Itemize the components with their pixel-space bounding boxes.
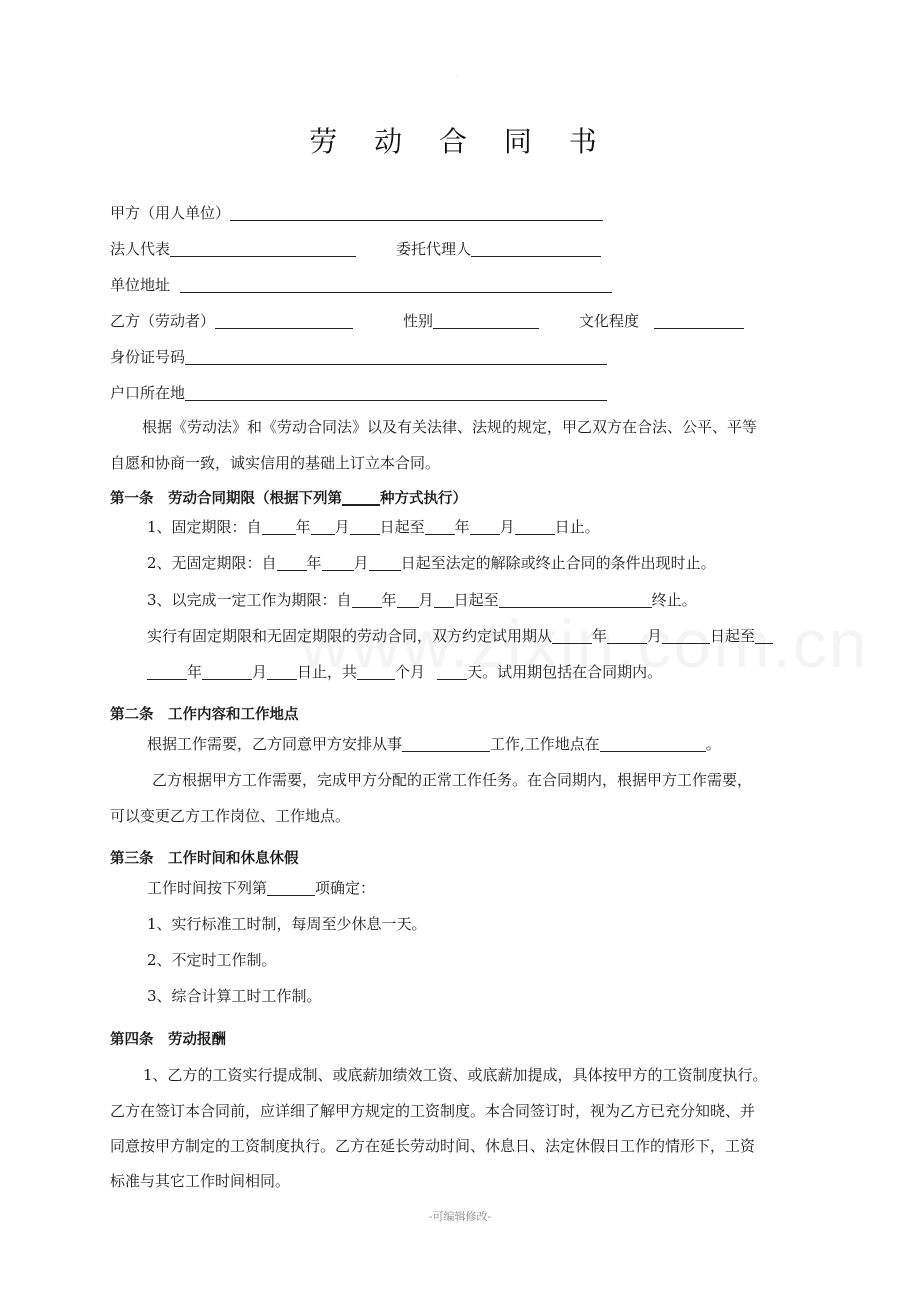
text: 日止。 (554, 518, 600, 536)
text: 月 (252, 663, 268, 681)
text: 日起至法定的解除或终止合同的条件出现时止。 (400, 554, 716, 572)
legal-rep-row (110, 239, 601, 259)
text: 项确定： (315, 879, 376, 897)
legal-rep-blank[interactable] (170, 240, 356, 257)
article-1-item-1 (147, 517, 600, 537)
blank[interactable] (755, 627, 773, 644)
address-label: 单位地址 (110, 276, 171, 294)
blank[interactable] (262, 518, 296, 535)
text: 年 (306, 554, 322, 572)
article-1-trial-line-2 (147, 662, 662, 682)
text: 月 (499, 518, 515, 536)
article-2-p1 (147, 734, 721, 754)
blank[interactable] (267, 663, 297, 680)
blank[interactable] (357, 663, 395, 680)
article-1-trial-line-1 (147, 626, 773, 646)
article-1-heading-a: 第一条 劳动合同期限（根据下列第 (110, 491, 342, 507)
article-1-heading-b: 种方式执行） (380, 491, 467, 507)
education-label: 文化程度 (579, 312, 640, 330)
article-3-item-2: 2、不定时工作制。 (147, 951, 277, 969)
party-a-label: 甲方（用人单位） (110, 204, 231, 222)
location-blank[interactable] (600, 735, 706, 752)
text: 日起至 (453, 591, 499, 609)
party-a-blank[interactable] (230, 204, 603, 221)
text: 月 (647, 627, 663, 645)
article-1-item-3 (147, 590, 697, 610)
document-title: 劳 动 合 同 书 (309, 125, 611, 158)
article-2-p2-line-2: 可以变更乙方工作岗位、工作地点。 (110, 807, 351, 825)
id-blank[interactable] (185, 348, 607, 365)
article-3-p1 (147, 878, 375, 898)
text: 年 (592, 627, 608, 645)
legal-rep-label: 法人代表 (110, 240, 171, 258)
residence-label: 户口所在地 (110, 384, 186, 402)
blank[interactable] (607, 627, 647, 644)
text: 年 (454, 518, 470, 536)
blank[interactable] (470, 518, 500, 535)
text: 实行有固定期限和无固定期限的劳动合同，双方约定试用期从 (147, 627, 553, 645)
text: 个月 (395, 663, 426, 681)
article-4-line-3: 同意按甲方制定的工资制度执行。乙方在延长劳动时间、休息日、法定休假日工作的情形下，工资 (110, 1137, 756, 1155)
blank[interactable] (499, 591, 652, 608)
blank[interactable] (311, 518, 335, 535)
article-3-heading: 第三条 工作时间和休息休假 (110, 851, 299, 867)
text: 日止，共 (297, 663, 358, 681)
id-label: 身份证号码 (110, 348, 186, 366)
residence-blank[interactable] (185, 384, 607, 401)
blank[interactable] (552, 627, 592, 644)
article-2-heading: 第二条 工作内容和工作地点 (110, 707, 299, 723)
article-4-heading: 第四条 劳动报酬 (110, 1032, 226, 1048)
intro-line-2: 自愿和协商一致，诚实信用的基础上订立本合同。 (110, 454, 441, 472)
blank[interactable] (350, 518, 380, 535)
gender-label: 性别 (403, 312, 434, 330)
text: 工作时间按下列第 (147, 879, 268, 897)
blank[interactable] (267, 879, 315, 896)
text: 日起至 (710, 627, 756, 645)
education-blank[interactable] (654, 312, 744, 329)
article-4-line-1: 1、乙方的工资实行提成制、或底薪加绩效工资、或底薪加提成，具体按甲方的工资制度执行。 (143, 1066, 768, 1084)
blank[interactable] (277, 554, 307, 571)
text: 日起至 (379, 518, 425, 536)
text: 年 (187, 663, 203, 681)
text: 1、固定期限：自 (147, 518, 262, 536)
agent-blank[interactable] (471, 240, 601, 257)
article-1-heading (110, 488, 467, 509)
address-row (110, 275, 612, 295)
header-dot: · (456, 72, 459, 81)
blank[interactable] (437, 663, 467, 680)
address-blank[interactable] (180, 276, 612, 293)
id-row (110, 347, 607, 367)
text: 月 (418, 591, 434, 609)
blank[interactable] (369, 554, 401, 571)
text: 根据工作需要，乙方同意甲方安排从事 (147, 735, 403, 753)
blank[interactable] (352, 591, 382, 608)
blank[interactable] (662, 627, 710, 644)
article-1-choice-blank[interactable] (342, 488, 380, 506)
party-b-row (110, 311, 744, 331)
page-footer: -可编辑修改- (428, 1210, 492, 1223)
blank[interactable] (322, 554, 354, 571)
article-3-item-1: 1、实行标准工时制，每周至少休息一天。 (147, 915, 427, 933)
text: 3、以完成一定工作为期限：自 (147, 591, 352, 609)
text: 终止。 (651, 591, 697, 609)
blank[interactable] (202, 663, 252, 680)
article-2-p2-line-1: 乙方根据甲方工作需要，完成甲方分配的正常工作任务。在合同期内，根据甲方工作需要， (152, 771, 753, 789)
job-blank[interactable] (402, 735, 490, 752)
text: 2、无固定期限：自 (147, 554, 277, 572)
blank[interactable] (397, 591, 419, 608)
article-1-item-2 (147, 553, 716, 573)
text: 天。试用期包括在合同期内。 (467, 663, 663, 681)
blank[interactable] (434, 591, 454, 608)
party-a-row (110, 203, 603, 223)
text: 月 (353, 554, 369, 572)
party-b-label: 乙方（劳动者） (110, 312, 216, 330)
party-b-blank[interactable] (215, 312, 353, 329)
text: 年 (295, 518, 311, 536)
residence-row (110, 383, 607, 403)
blank[interactable] (147, 663, 187, 680)
article-4-line-2: 乙方在签订本合同前，应详细了解甲方规定的工资制度。本合同签订时，视为乙方已充分知晓、并 (110, 1102, 756, 1120)
blank[interactable] (515, 518, 555, 535)
agent-label: 委托代理人 (396, 240, 472, 258)
text: 。 (705, 735, 721, 753)
text: 年 (381, 591, 397, 609)
blank[interactable] (425, 518, 455, 535)
text: 工作,工作地点在 (490, 735, 600, 753)
article-4-line-4: 标准与其它工作时间相同。 (110, 1172, 291, 1190)
article-3-item-3: 3、综合计算工时工作制。 (147, 987, 322, 1005)
text: 月 (334, 518, 350, 536)
gender-blank[interactable] (433, 312, 539, 329)
intro-line-1: 根据《劳动法》和《劳动合同法》以及有关法律、法规的规定，甲乙双方在合法、公平、平等 (142, 418, 758, 436)
